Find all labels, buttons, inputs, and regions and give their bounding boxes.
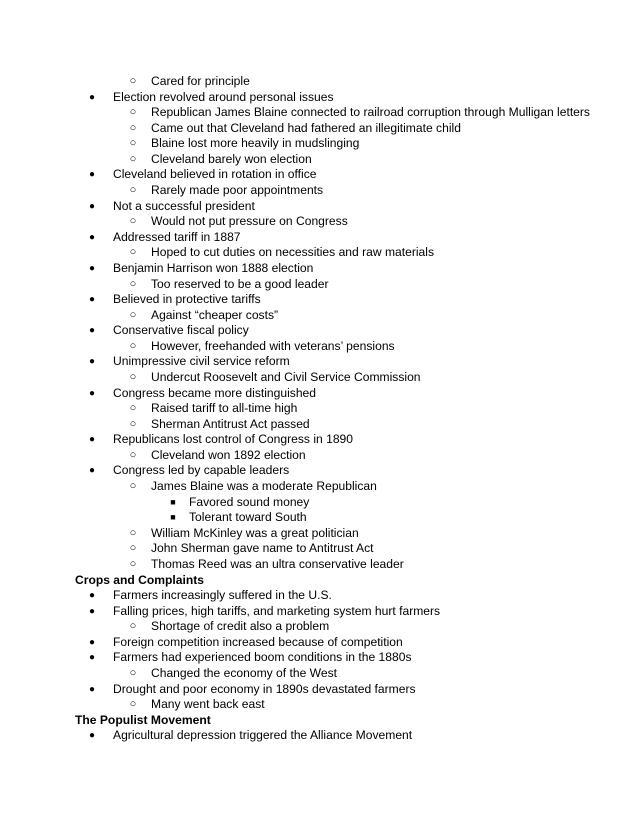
- list-item: [0, 386, 638, 402]
- circle-bullet-icon: ○: [129, 402, 137, 415]
- list-item: [0, 541, 638, 557]
- list-item-text: James Blaine was a moderate Republican: [151, 479, 377, 494]
- list-item: [0, 479, 638, 495]
- list-item: [0, 370, 638, 386]
- circle-bullet-icon: ○: [129, 542, 137, 555]
- list-item: [0, 105, 638, 121]
- circle-bullet-icon: ○: [129, 698, 137, 711]
- list-item: [0, 588, 638, 604]
- list-item: [0, 682, 638, 698]
- list-item-text: William McKinley was a great politician: [151, 525, 359, 540]
- circle-bullet-icon: ○: [129, 666, 137, 679]
- list-item: [0, 495, 638, 511]
- circle-bullet-icon: ○: [129, 417, 137, 430]
- list-item-text: Blaine lost more heavily in mudslinging: [151, 136, 360, 151]
- list-item: [0, 604, 638, 620]
- list-item-text: Foreign competition increased because of competition: [113, 634, 403, 649]
- disc-bullet-icon: ●: [88, 231, 96, 243]
- square-bullet-icon: ■: [170, 496, 176, 507]
- circle-bullet-icon: ○: [129, 526, 137, 539]
- circle-bullet-icon: ○: [129, 557, 137, 570]
- list-item-text: John Sherman gave name to Antitrust Act: [151, 541, 374, 556]
- list-item-text: Would not put pressure on Congress: [151, 214, 348, 229]
- circle-bullet-icon: ○: [129, 215, 137, 228]
- list-item: [0, 635, 638, 651]
- circle-bullet-icon: ○: [129, 480, 137, 493]
- circle-bullet-icon: ○: [129, 121, 137, 134]
- list-item: [0, 167, 638, 183]
- disc-bullet-icon: ●: [88, 652, 96, 664]
- list-item-text: Farmers increasingly suffered in the U.S.: [113, 588, 332, 603]
- disc-bullet-icon: ●: [88, 636, 96, 648]
- list-item-text: Agricultural depression triggered the Alliance Movement: [113, 728, 413, 743]
- disc-bullet-icon: ●: [88, 262, 96, 274]
- circle-bullet-icon: ○: [129, 308, 137, 321]
- disc-bullet-icon: ●: [88, 91, 96, 103]
- list-item-text: Cleveland won 1892 election: [151, 447, 306, 462]
- list-item-text: Not a successful president: [113, 198, 255, 213]
- list-item-text: Rarely made poor appointments: [151, 183, 324, 198]
- list-item-text: Believed in protective tariffs: [113, 292, 261, 307]
- list-item: [0, 183, 638, 199]
- list-item-text: Congress led by capable leaders: [113, 463, 290, 478]
- list-item: [0, 277, 638, 293]
- heading-text: The Populist Movement: [75, 712, 211, 727]
- list-item: [0, 136, 638, 152]
- list-item-text: Republicans lost control of Congress in 1890: [113, 432, 353, 447]
- circle-bullet-icon: ○: [129, 246, 137, 259]
- circle-bullet-icon: ○: [129, 620, 137, 633]
- circle-bullet-icon: ○: [129, 75, 137, 87]
- disc-bullet-icon: ●: [88, 356, 96, 368]
- circle-bullet-icon: ○: [129, 184, 137, 197]
- list-item-text: Many went back east: [151, 697, 265, 712]
- list-item: [0, 339, 638, 355]
- list-item-text: However, freehanded with veterans’ pensions: [151, 338, 395, 353]
- list-item: [0, 448, 638, 464]
- list-item-text: Changed the economy of the West: [151, 665, 338, 680]
- circle-bullet-icon: ○: [129, 370, 137, 383]
- list-item: [0, 292, 638, 308]
- circle-bullet-icon: ○: [129, 152, 137, 165]
- disc-bullet-icon: ●: [88, 590, 96, 602]
- disc-bullet-icon: ●: [88, 465, 96, 477]
- list-item: [0, 230, 638, 246]
- disc-bullet-icon: ●: [88, 200, 96, 212]
- list-item-text: Cleveland believed in rotation in office: [113, 167, 317, 182]
- list-item-text: Farmers had experienced boom conditions in the 1880s: [113, 650, 412, 665]
- circle-bullet-icon: ○: [129, 277, 137, 290]
- list-item-text: Thomas Reed was an ultra conservative leader: [151, 556, 404, 571]
- document-body: [0, 74, 638, 744]
- list-item: [0, 74, 638, 90]
- list-item: [0, 401, 638, 417]
- list-item: [0, 245, 638, 261]
- list-item: [0, 432, 638, 448]
- list-item-text: Shortage of credit also a problem: [151, 619, 330, 634]
- list-item-text: Republican James Blaine connected to railroad corruption through Mulligan letters: [151, 105, 590, 120]
- disc-bullet-icon: ●: [88, 169, 96, 181]
- list-item: [0, 728, 638, 744]
- disc-bullet-icon: ●: [88, 730, 96, 742]
- list-item-text: Too reserved to be a good leader: [151, 276, 329, 291]
- circle-bullet-icon: ○: [129, 106, 137, 119]
- list-item: [0, 526, 638, 542]
- list-item-text: Raised tariff to all-time high: [151, 401, 298, 416]
- list-item: [0, 90, 638, 106]
- list-item: [0, 261, 638, 277]
- list-item: [0, 121, 638, 137]
- disc-bullet-icon: ●: [88, 683, 96, 695]
- list-item-text: Tolerant toward South: [189, 510, 307, 525]
- list-item-text: Congress became more distinguished: [113, 385, 317, 400]
- circle-bullet-icon: ○: [129, 137, 137, 150]
- disc-bullet-icon: ●: [88, 605, 96, 617]
- section-heading: [0, 713, 638, 729]
- list-item: [0, 323, 638, 339]
- list-item-text: Against “cheaper costs”: [151, 307, 279, 322]
- list-item-text: Benjamin Harrison won 1888 election: [113, 260, 314, 275]
- list-item-text: Election revolved around personal issues: [113, 89, 334, 104]
- list-item-text: Drought and poor economy in 1890s devastated farmers: [113, 681, 416, 696]
- list-item: [0, 417, 638, 433]
- list-item: [0, 666, 638, 682]
- list-item-text: Sherman Antitrust Act passed: [151, 416, 310, 431]
- list-item-text: Conservative fiscal policy: [113, 323, 249, 338]
- list-item-text: Cleveland barely won election: [151, 151, 312, 166]
- list-item: [0, 557, 638, 573]
- list-item-text: Falling prices, high tariffs, and marketing system hurt farmers: [113, 603, 441, 618]
- list-item-text: Came out that Cleveland had fathered an illegitimate child: [151, 120, 461, 135]
- disc-bullet-icon: ●: [88, 294, 96, 306]
- square-bullet-icon: ■: [170, 512, 176, 523]
- disc-bullet-icon: ●: [88, 387, 96, 399]
- disc-bullet-icon: ●: [88, 434, 96, 446]
- list-item: [0, 650, 638, 666]
- list-item: [0, 308, 638, 324]
- disc-bullet-icon: ●: [88, 325, 96, 337]
- list-item: [0, 199, 638, 215]
- list-item-text: Favored sound money: [189, 494, 310, 509]
- heading-text: Crops and Complaints: [75, 572, 205, 587]
- list-item: [0, 214, 638, 230]
- list-item: [0, 354, 638, 370]
- list-item-text: Hoped to cut duties on necessities and raw materials: [151, 245, 435, 260]
- section-heading: [0, 573, 638, 589]
- list-item-text: Addressed tariff in 1887: [113, 229, 241, 244]
- circle-bullet-icon: ○: [129, 448, 137, 461]
- list-item: [0, 152, 638, 168]
- list-item-text: Cared for principle: [151, 74, 250, 88]
- list-item-text: Unimpressive civil service reform: [113, 354, 290, 369]
- list-item: [0, 697, 638, 713]
- list-item-text: Undercut Roosevelt and Civil Service Commission: [151, 369, 421, 384]
- list-item: [0, 619, 638, 635]
- list-item: [0, 463, 638, 479]
- circle-bullet-icon: ○: [129, 339, 137, 352]
- list-item: [0, 510, 638, 526]
